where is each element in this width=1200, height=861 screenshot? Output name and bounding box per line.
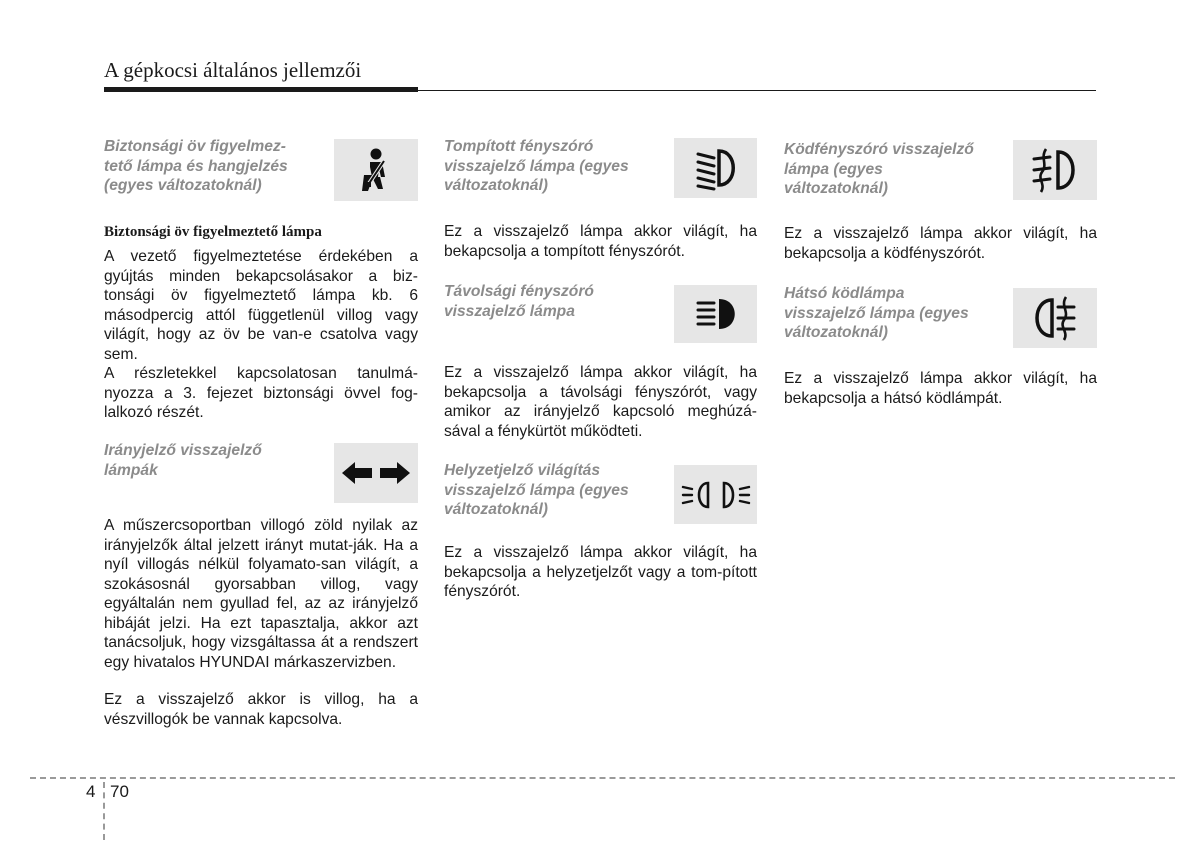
position-light-icon-box (674, 465, 757, 524)
turn-signal-arrows-icon (340, 459, 412, 487)
seatbelt-icon-box (334, 139, 418, 201)
low-beam-icon (686, 145, 746, 191)
front-fog-icon-box (1013, 140, 1097, 200)
low-beam-paragraph: Ez a visszajelző lámpa akkor világít, ha bekapcsolja a tompított fényszórót. (444, 223, 757, 260)
turn-signal-paragraph-2: Ez a visszajelző akkor is villog, ha a vészvillogók be vannak kapcsolva. (104, 691, 418, 728)
seatbelt-heading: Biztonsági öv figyelmez- tető lámpa és hangjelzés (egyes változatoknál) (104, 138, 288, 194)
high-beam-icon (688, 294, 744, 334)
position-light-paragraph: Ez a visszajelző lámpa akkor világít, ha bekapcsolja a helyzetjelzőt vagy a tom-pított fényszórót. (444, 544, 757, 600)
high-beam-heading: Távolsági fényszóró visszajelző lámpa (444, 283, 594, 320)
page-header-title: A gépkocsi általános jellemzői (104, 58, 362, 82)
high-beam-icon-box (674, 285, 757, 343)
footer-dashed-rule (30, 777, 1175, 779)
front-fog-heading: Ködfényszóró visszajelző lámpa (egyes változatoknál) (784, 141, 974, 197)
position-light-icon (680, 478, 752, 512)
turn-signal-icon-box (334, 443, 418, 503)
page-number: 70 (110, 782, 129, 801)
seatbelt-subheading: Biztonsági öv figyelmeztető lámpa (104, 224, 322, 240)
front-fog-paragraph: Ez a visszajelző lámpa akkor világít, ha bekapcsolja a ködfényszórót. (784, 225, 1097, 262)
turn-signal-paragraph-1: A műszercsoportban villogó zöld nyilak az irányjelzők által jelzett irányt mutat-ják. Ha a nyíl villogás nélkül folyamato-san világít, a szokásosnál gyorsabban villog, vagy egyáltalán nem gyullad fel, az az irányjelző hibáját jelzi. Ha ezt tapasztalja, akkor azt tanácsoljuk, hogy vizsgáltassa át a rendszert egy hivatalos HYUNDAI márkaszervizben. (104, 517, 418, 671)
footer-vertical-dashed-rule (103, 782, 105, 840)
high-beam-paragraph: Ez a visszajelző lámpa akkor világít, ha bekapcsolja a távolsági fényszórót, vagy amikor az irányjelző kapcsoló meghúzá-sával a fénykürtöt működteti. (444, 364, 757, 440)
low-beam-icon-box (674, 138, 757, 198)
seatbelt-paragraph-2: A részletekkel kapcsolatosan tanulmá-nyozza a 3. fejezet biztonsági övvel fog-lalkozó részét. (104, 365, 418, 421)
rear-fog-heading: Hátsó ködlámpa visszajelző lámpa (egyes változatoknál) (784, 285, 969, 341)
seatbelt-paragraph-1: A vezető figyelmeztetése érdekében a gyújtás minden bekapcsolásakor a biz-tonsági öv figyelmeztető lámpa kb. 6 másodpercig attól függetlenül villog vagy világít, hogy az öv be van-e csatolva vagy sem. (104, 248, 418, 363)
rear-fog-light-icon (1026, 294, 1084, 342)
rear-fog-paragraph: Ez a visszajelző lámpa akkor világít, ha bekapcsolja a hátsó ködlámpát. (784, 370, 1097, 407)
chapter-number: 4 (86, 782, 96, 801)
seatbelt-warning-icon (348, 145, 404, 195)
position-light-heading: Helyzetjelző világítás visszajelző lámpa (egyes változatoknál) (444, 462, 629, 518)
turn-signal-heading: Irányjelző visszajelző lámpák (104, 442, 262, 479)
rear-fog-icon-box (1013, 288, 1097, 348)
header-rule (104, 90, 1096, 91)
low-beam-heading: Tompított fényszóró visszajelző lámpa (egyes változatoknál) (444, 138, 629, 194)
front-fog-light-icon (1026, 146, 1084, 194)
